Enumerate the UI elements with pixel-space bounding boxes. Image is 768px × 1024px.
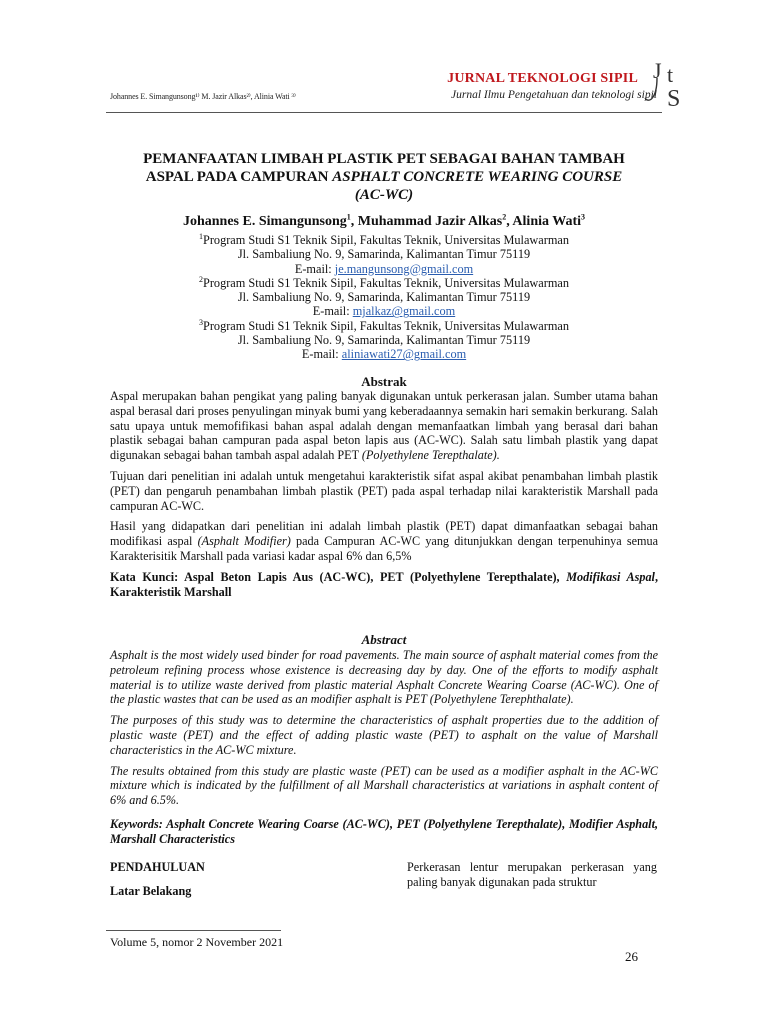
header-rule [106,112,662,113]
author-list [110,214,658,230]
affiliation-3-program [110,319,658,333]
affiliation-3-address: Jl. Sambaliung No. 9, Samarinda, Kalimantan Timur 75119 [237,333,531,348]
affiliation-2-email-line [110,304,658,318]
affiliation-1-email-line [110,262,658,276]
svg-text:t: t [667,62,674,87]
affiliations [110,233,658,362]
svg-text:S: S [667,86,681,110]
abstrak-p3-italic: (Asphalt Modifier) [197,534,291,549]
affiliation-1-program [110,233,658,247]
affiliation-1-sup: 1 [198,231,203,241]
abstrak-paragraph-2: Tujuan dari penelitian ini adalah untuk mengetahui karakteristik sifat aspal akibat penambahan limbah plastik (PET) dan pengaruh penambahan limbah plastik (PET) pada aspal terhadap nilai karakteristik Marshall pada campuran AC-WC. [110,468,658,513]
affiliation-3-email-link[interactable]: aliniawati27@gmail.com [341,347,467,362]
title-line-2-plain: ASPAL PADA CAMPURAN [145,169,333,185]
abstract-paragraph-1: Asphalt is the most widely used binder for road pavements. The main source of asphalt material comes from the petroleum refining process whose existence is decreasing day by day. One of the efforts to modify asphalt material is to utilize waste derived from plastic material Asphalt Concrete Wearing Coarse (AC-WC). One of the plastic wastes that can be used as an modifier asphalt is PET (Polyethylene Terephthalate). [110,648,658,707]
paper-title [110,150,658,204]
journal-name: JURNAL TEKNOLOGI SIPIL [447,71,638,86]
title-line-2 [110,168,658,186]
title-line-1: PEMANFAATAN LIMBAH PLASTIK PET SEBAGAI BAHAN TAMBAH [143,151,625,167]
abstrak-p3-text-a: Hasil yang didapatkan dari penelitian ini adalah limbah plastik (PET) dapat dimanfaatkan sebagai bahan modifikasi aspal [110,519,658,549]
affiliation-2-address: Jl. Sambaliung No. 9, Samarinda, Kalimantan Timur 75119 [237,290,531,305]
abstract-keywords: Keywords: Asphalt Concrete Wearing Coarse (AC-WC), PET (Polyethylene Terepthalate), Modifier Asphalt, Marshall Characteristics [110,816,658,846]
body-right-column-text: Perkerasan lentur merupakan perkerasan yang paling banyak digunakan pada struktur [407,860,657,889]
affiliation-3-sup: 3 [198,317,203,327]
section-heading-pendahuluan: PENDAHULUAN [110,860,205,874]
affiliation-1-address: Jl. Sambaliung No. 9, Samarinda, Kalimantan Timur 75119 [237,247,531,262]
abstract-paragraph-2: The purposes of this study was to determine the characteristics of asphalt properties due to the addition of plastic waste (PET) and the effect of adding plastic waste (PET) to asphalt on the value of Marshall characteristics in the AC-WC mixture. [110,713,658,757]
affiliation-2-email-label: E-mail: [312,304,353,319]
svg-text:J: J [653,58,662,83]
jts-logo [643,58,689,110]
abstrak-keywords [110,570,658,600]
abstrak-keywords-b: , Karakteristik Marshall [110,569,658,599]
abstrak-heading: Abstrak [361,374,407,389]
affiliation-3-program-text: Program Studi S1 Teknik Sipil, Fakultas Teknik, Universitas Mulawarman [202,318,570,333]
running-header-authors: Johannes E. Simangunsong¹⁾ M. Jazir Alkas²⁾, Alinia Wati ³⁾ [110,92,296,101]
footer-volume: Volume 5, nomor 2 November 2021 [110,935,284,949]
author-1: Johannes E. Simangunsong [182,214,347,229]
author-1-sup: 1 [346,212,351,222]
footer-rule [106,930,281,931]
affiliation-1-email-label: E-mail: [294,261,335,276]
abstrak-p3-text-b: pada Campuran AC-WC yang ditunjukkan dengan terpenuhinya semua Karakterisitik Marshall pada variasi kadar aspal 6% dan 6,5% [110,534,658,563]
title-line-2-italic: ASPHALT CONCRETE WEARING COURSE [332,169,623,185]
abstrak-paragraph-3 [110,519,658,563]
abstrak-keywords-italic: Modifikasi Aspal [566,569,655,584]
author-3: , Alinia Wati [506,214,582,229]
affiliation-1-email-link[interactable]: je.mangunsong@gmail.com [334,261,474,276]
affiliation-2-sup: 2 [198,274,203,284]
affiliation-2-program-text: Program Studi S1 Teknik Sipil, Fakultas Teknik, Universitas Mulawarman [202,275,570,290]
abstrak-body [110,389,658,605]
abstrak-p1-italic: (Polyethylene Terepthalate). [361,448,500,463]
title-line-3: (AC-WC) [354,187,414,203]
abstrak-paragraph-1 [110,389,658,463]
abstract-body [110,648,658,853]
author-2: , Muhammad Jazir Alkas [350,214,503,229]
page-number: 26 [625,949,638,964]
subsection-heading-latar-belakang: Latar Belakang [110,884,192,898]
abstract-paragraph-3: The results obtained from this study are plastic waste (PET) can be used as a modifier asphalt in the AC-WC mixture which is indicated by the fulfillment of all Marshall characteristics at variations in asphalt content of 6% and 6.5%. [110,763,658,808]
affiliation-2-email-link[interactable]: mjalkaz@gmail.com [352,304,456,319]
abstract-heading: Abstract [361,632,407,647]
author-3-sup: 3 [581,212,586,222]
affiliation-3-email-label: E-mail: [301,347,342,362]
journal-subtitle: Jurnal Ilmu Pengetahuan dan teknologi sipil [450,89,657,101]
affiliation-2-program [110,276,658,290]
author-2-sup: 2 [502,212,507,222]
affiliation-1-program-text: Program Studi S1 Teknik Sipil, Fakultas Teknik, Universitas Mulawarman [202,233,570,247]
abstrak-keywords-a: Kata Kunci: Aspal Beton Lapis Aus (AC-WC), PET (Polyethylene Terepthalate), [110,569,567,584]
affiliation-3-email-line [110,347,658,361]
abstrak-p1-text: Aspal merupakan bahan pengikat yang paling banyak digunakan untuk perkerasan jalan. Sumber utama bahan aspal berasal dari proses penyulingan minyak bumi yang keberadaannya semakin hari semakin berkurang. Salah satu upaya untuk memofifikasi bahan aspal adalah dengan memanfaatkan limbah yang berasal dari bahan plastik sebagai bahan campuran pada aspal beton lapis aus (AC-WC). Salah satu limbah plastik yang dapat digunakan sebagai bahan tambah aspal adalah PET [110,389,658,463]
